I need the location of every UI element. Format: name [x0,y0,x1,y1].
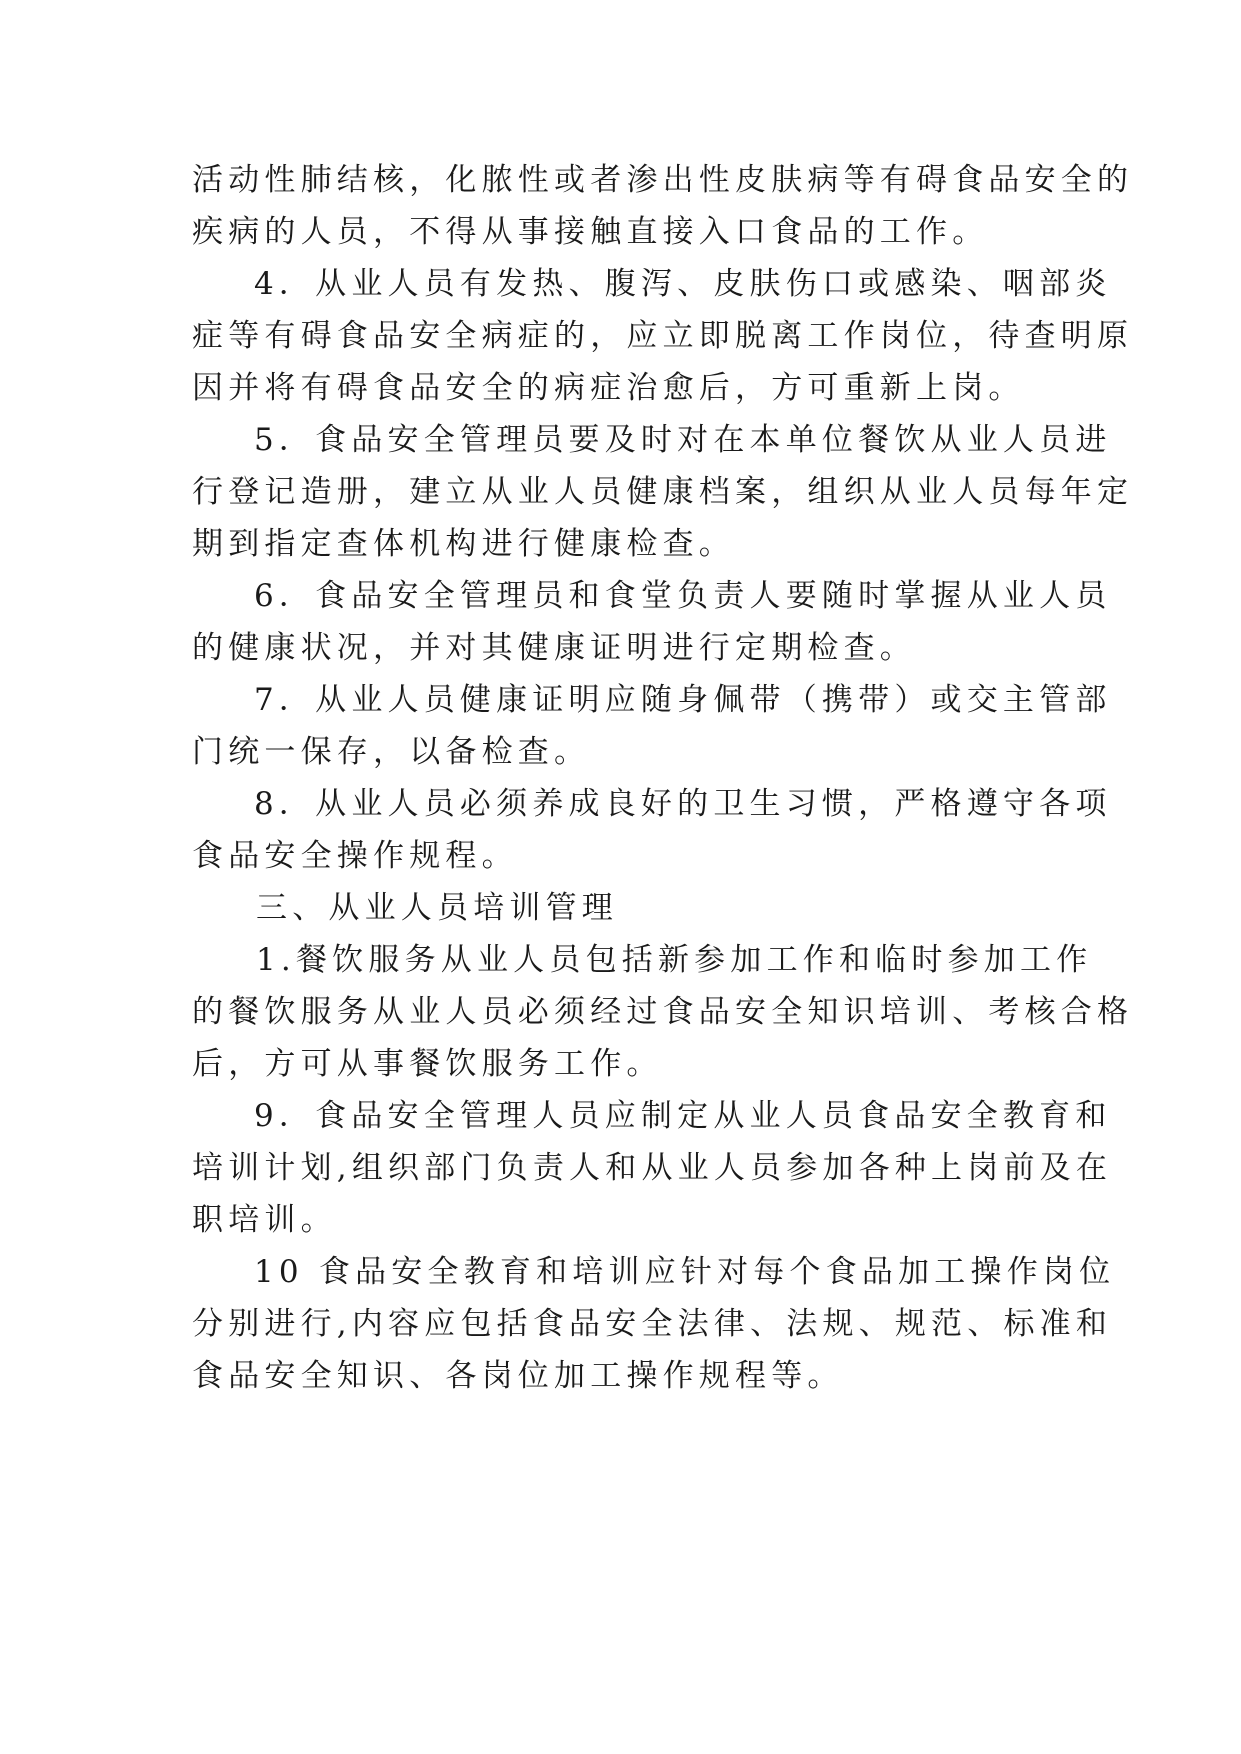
text-line: 因并将有碍食品安全的病症治愈后，方可重新上岗。 [192,370,1025,406]
paragraph-item-1: 1.餐饮服务从业人员包括新参加工作和临时参加工作 [256,942,1093,978]
text-line: 食品安全操作规程。 [192,838,518,874]
text-line: 期到指定查体机构进行健康检查。 [192,526,735,562]
text-line: 分别进行,内容应包括食品安全法律、法规、规范、标准和 [192,1306,1113,1342]
paragraph-item-5: 5．食品安全管理员要及时对在本单位餐饮从业人员进 [254,422,1112,458]
paragraph-item-10: 10 食品安全教育和培训应针对每个食品加工操作岗位 [254,1254,1116,1290]
paragraph-item-4: 4．从业人员有发热、腹泻、皮肤伤口或感染、咽部炎 [254,266,1112,302]
text-line: 培训计划,组织部门负责人和从业人员参加各种上岗前及在 [192,1150,1113,1186]
text-line: 的健康状况，并对其健康证明进行定期检查。 [192,630,916,666]
paragraph-item-6: 6．食品安全管理员和食堂负责人要随时掌握从业人员 [254,578,1112,614]
paragraph-item-8: 8．从业人员必须养成良好的卫生习惯，严格遵守各项 [254,786,1112,822]
text-line: 疾病的人员，不得从事接触直接入口食品的工作。 [192,214,989,250]
text-line: 门统一保存，以备检查。 [192,734,591,770]
text-line: 的餐饮服务从业人员必须经过食品安全知识培训、考核合格 [192,994,1134,1030]
text-line: 后，方可从事餐饮服务工作。 [192,1046,663,1082]
text-line: 食品安全知识、各岗位加工操作规程等。 [192,1358,844,1394]
paragraph-item-9: 9．食品安全管理人员应制定从业人员食品安全教育和 [254,1098,1112,1134]
text-line: 活动性肺结核，化脓性或者渗出性皮肤病等有碍食品安全的 [192,162,1134,198]
text-line: 症等有碍食品安全病症的，应立即脱离工作岗位，待查明原 [192,318,1134,354]
paragraph-item-7: 7．从业人员健康证明应随身佩带（携带）或交主管部 [254,682,1112,718]
text-line: 职培训。 [192,1202,337,1238]
text-line: 行登记造册，建立从业人员健康档案，组织从业人员每年定 [192,474,1134,510]
section-heading: 三、从业人员培训管理 [256,890,618,926]
